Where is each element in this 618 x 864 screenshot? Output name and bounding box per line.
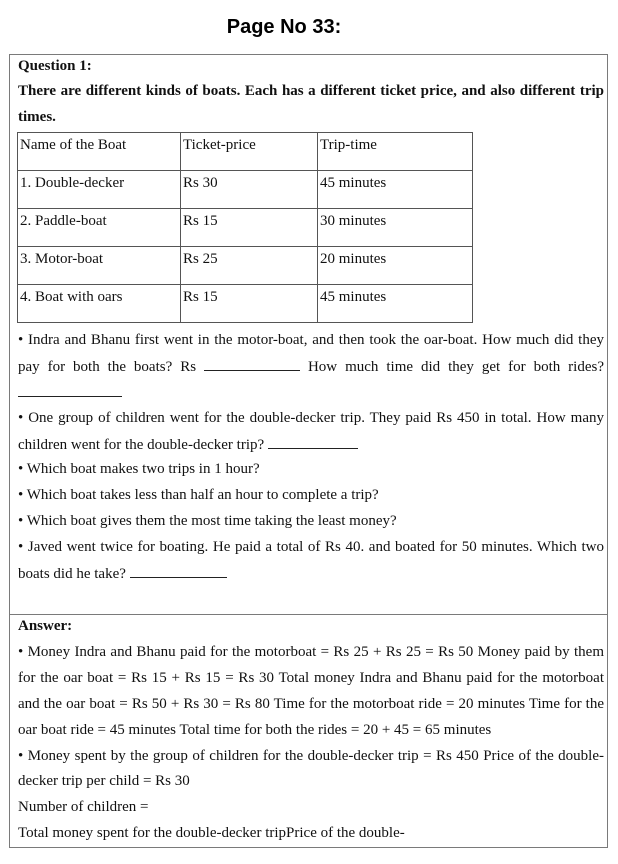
table-cell: Rs 25	[181, 247, 318, 285]
answer-heading: Answer:	[18, 618, 73, 634]
table-cell: 20 minutes	[318, 247, 473, 285]
answer-blank-boats[interactable]	[130, 564, 227, 578]
table-cell: 1. Double-decker	[18, 171, 181, 209]
boat-table	[17, 132, 473, 323]
bullet-6-line-2	[18, 564, 227, 583]
answer-blank-money[interactable]	[204, 357, 300, 371]
section-divider	[10, 614, 607, 615]
table-header-cell: Name of the Boat	[18, 133, 181, 171]
page-title: Page No 33:	[226, 16, 342, 38]
bullet-3: • Which boat makes two trips in 1 hour?	[18, 461, 260, 477]
bullet-1-line-3	[18, 383, 122, 402]
answer-blank-time[interactable]	[18, 383, 122, 397]
bullet-6-text: boats did he take?	[18, 566, 126, 582]
question-section	[10, 55, 607, 615]
table-cell: 45 minutes	[318, 171, 473, 209]
answer-line: and the oar boat = Rs 50 + Rs 30 = Rs 80 Time for the motorboat ride = 20 minutes Time for the	[18, 696, 604, 712]
table-row	[18, 247, 473, 285]
answer-blank-children[interactable]	[268, 435, 358, 449]
question-heading: Question 1:	[18, 58, 92, 74]
table-row	[18, 171, 473, 209]
answer-line: decker trip per child = Rs 30	[18, 773, 190, 789]
table-header-cell: Ticket-price	[181, 133, 318, 171]
question-answer-box	[9, 54, 608, 848]
bullet-2-line-1: • One group of children went for the double-decker trip. They paid Rs 450 in total. How many	[18, 410, 604, 426]
table-cell: 3. Motor-boat	[18, 247, 181, 285]
bullet-2-line-2	[18, 435, 358, 454]
table-cell: Rs 30	[181, 171, 318, 209]
bullet-1-line-1: • Indra and Bhanu first went in the motor-boat, and then took the oar-boat. How much did they	[18, 332, 604, 348]
bullet-1-text-b: How much time did they get for both rides?	[307, 359, 605, 375]
table-header-cell: Trip-time	[318, 133, 473, 171]
answer-line: Number of children =	[18, 799, 149, 815]
table-cell: 2. Paddle-boat	[18, 209, 181, 247]
table-row	[18, 209, 473, 247]
answer-line: • Money spent by the group of children for the double-decker trip = Rs 450 Price of the double-	[18, 748, 604, 764]
answer-line: for the oar boat = Rs 15 + Rs 15 = Rs 30 Total money Indra and Bhanu paid for the motorboat	[18, 670, 604, 686]
table-cell: 30 minutes	[318, 209, 473, 247]
bullet-6-line-1: • Javed went twice for boating. He paid a total of Rs 40. and boated for 50 minutes. Which two	[18, 539, 604, 555]
bullet-1-text-a: pay for both the boats? Rs	[18, 359, 197, 375]
bullet-1-line-2	[18, 357, 604, 376]
answer-line: Total money spent for the double-decker tripPrice of the double-	[18, 825, 405, 841]
table-row	[18, 285, 473, 323]
table-cell: Rs 15	[181, 285, 318, 323]
bullet-5: • Which boat gives them the most time taking the least money?	[18, 513, 397, 529]
table-cell: Rs 15	[181, 209, 318, 247]
answer-line: • Money Indra and Bhanu paid for the motorboat = Rs 25 + Rs 25 = Rs 50 Money paid by them	[18, 644, 604, 660]
table-cell: 4. Boat with oars	[18, 285, 181, 323]
bullet-2-text: children went for the double-decker trip?	[18, 437, 265, 453]
question-intro-line-2: times.	[18, 109, 56, 125]
question-intro-line-1: There are different kinds of boats. Each has a different ticket price, and also different trip	[18, 83, 604, 99]
table-cell: 45 minutes	[318, 285, 473, 323]
answer-line: oar boat ride = 45 minutes Total time for both the rides = 20 + 45 = 65 minutes	[18, 722, 492, 738]
bullet-4: • Which boat takes less than half an hour to complete a trip?	[18, 487, 379, 503]
table-header-row	[18, 133, 473, 171]
